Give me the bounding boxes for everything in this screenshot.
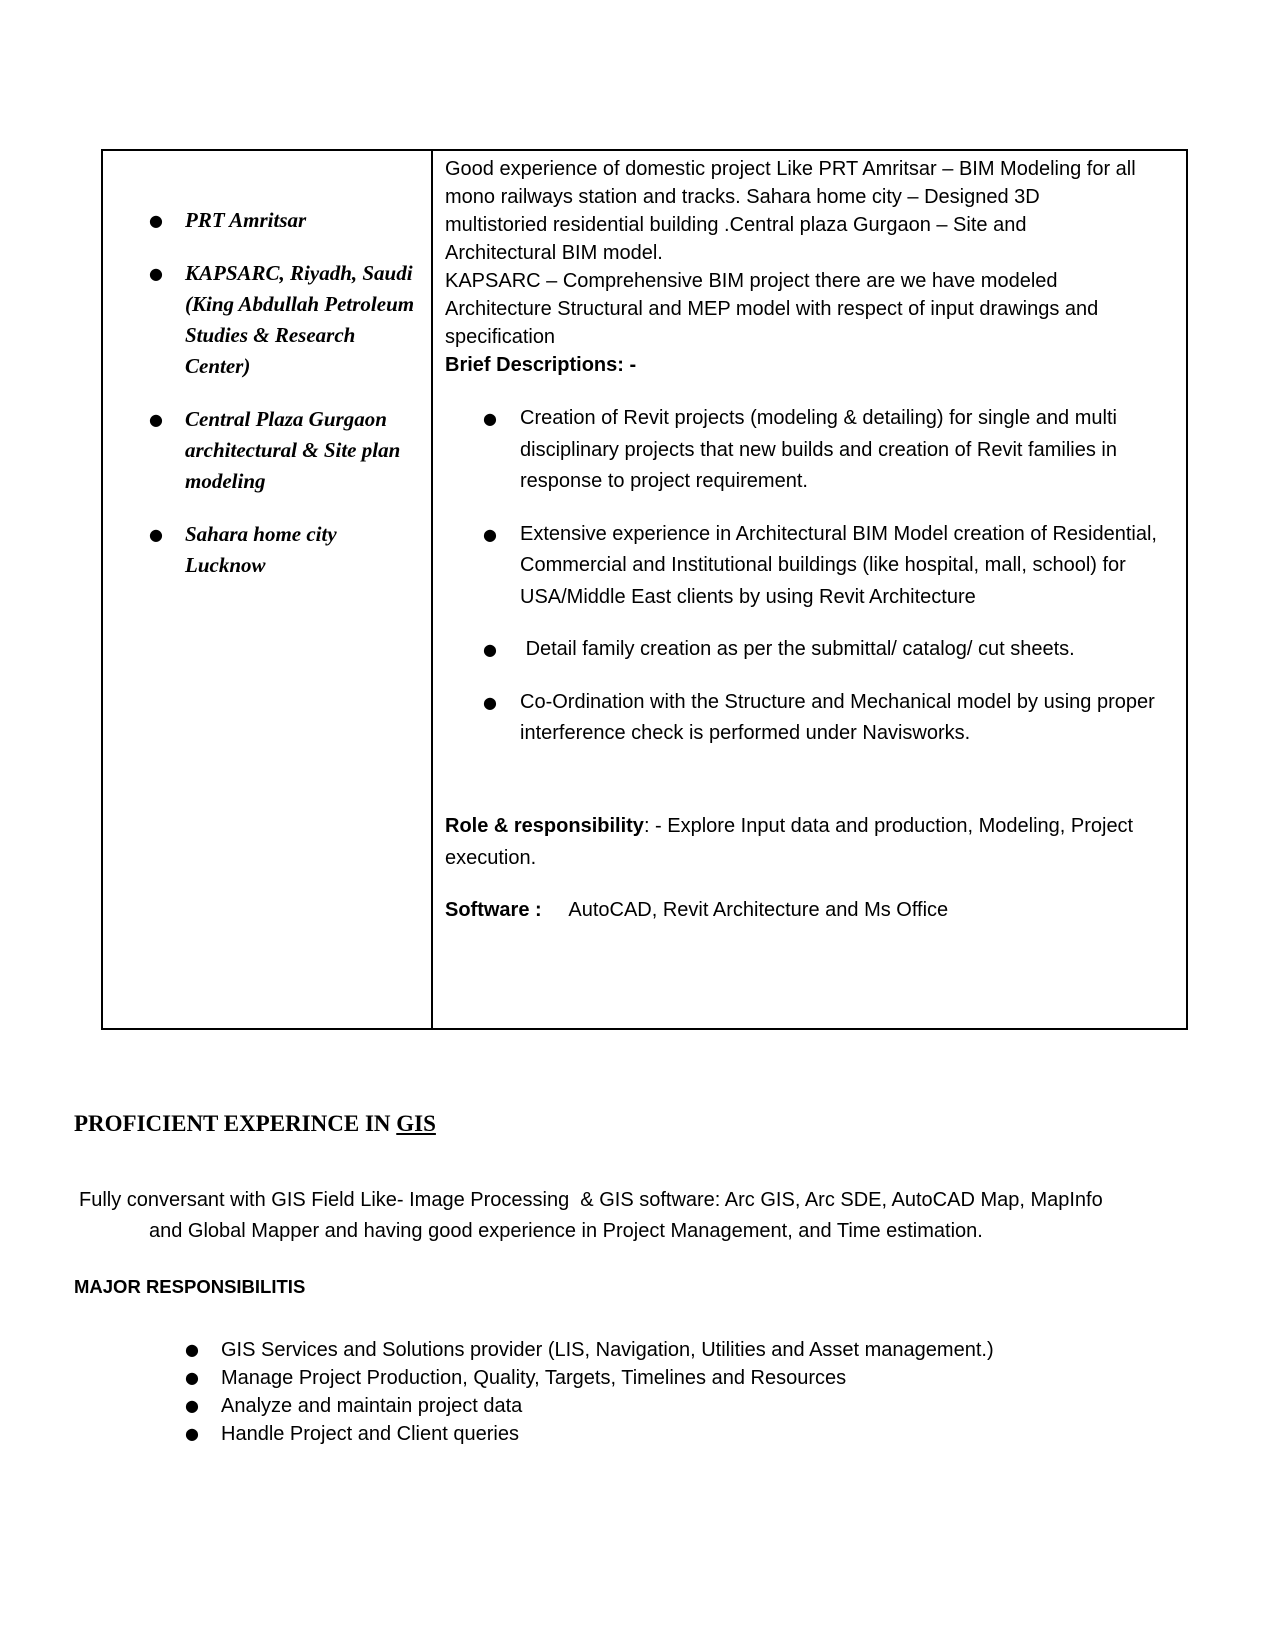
project-list xyxy=(149,205,419,603)
responsibility-item xyxy=(445,634,1174,666)
intro-line: KAPSARC – Comprehensive BIM project there are we have modeled xyxy=(445,270,1058,292)
major-responsibilities-heading: MAJOR RESPONSIBILITIS xyxy=(74,1276,306,1297)
bullet-icon: ● xyxy=(185,1424,199,1443)
gis-heading-text: PROFICIENT EXPERINCE IN xyxy=(74,1111,397,1136)
projects-column xyxy=(103,151,433,1028)
responsibility-item xyxy=(445,687,1174,750)
project-name: KAPSARC, Riyadh, Saudi (King Abdullah Petroleum Studies & Research Center) xyxy=(185,261,415,378)
responsibility-item xyxy=(445,403,1174,498)
gis-section-heading xyxy=(74,1111,436,1137)
bullet-icon: ● xyxy=(149,525,163,544)
bullet-icon: ● xyxy=(149,410,163,429)
software-label: Software : xyxy=(445,899,542,921)
brief-descriptions-label: Brief Descriptions: - xyxy=(445,354,637,376)
role-responsibility xyxy=(445,811,1175,874)
responsibility-text: Detail family creation as per the submittal/ catalog/ cut sheets. xyxy=(520,638,1075,660)
gis-heading-underlined: GIS xyxy=(396,1111,436,1136)
software-text: AutoCAD, Revit Architecture and Ms Office xyxy=(568,899,949,921)
major-item-text: Handle Project and Client queries xyxy=(221,1423,519,1445)
major-item xyxy=(185,1420,1085,1448)
intro-line: Good experience of domestic project Like PRT Amritsar – BIM Modeling for all xyxy=(445,158,1136,180)
major-item xyxy=(185,1336,1085,1364)
project-item xyxy=(149,519,419,581)
software-line xyxy=(445,895,948,927)
major-item-text: Manage Project Production, Quality, Targets, Timelines and Resources xyxy=(221,1367,847,1389)
bullet-icon: ● xyxy=(483,524,497,544)
intro-line: multistoried residential building .Central plaza Gurgaon – Site and xyxy=(445,214,1027,236)
project-name: Central Plaza Gurgaon architectural & Site plan modeling xyxy=(185,407,401,493)
responsibility-list xyxy=(445,403,1174,750)
gis-summary xyxy=(79,1185,1139,1247)
responsibility-text: Creation of Revit projects (modeling & detailing) for single and multi disciplinary projects that new builds and creation of Revit families in response to project requirement. xyxy=(520,407,1117,492)
role-label: Role & responsibility xyxy=(445,815,644,837)
gis-summary-line: and Global Mapper and having good experience in Project Management, and Time estimation. xyxy=(149,1220,983,1242)
bullet-icon: ● xyxy=(185,1340,199,1359)
project-item xyxy=(149,258,419,382)
major-item-text: Analyze and maintain project data xyxy=(221,1395,523,1417)
project-item xyxy=(149,205,419,236)
project-name: Sahara home city Lucknow xyxy=(185,522,337,577)
intro-line: mono railways station and tracks. Sahara home city – Designed 3D xyxy=(445,186,1040,208)
description-column xyxy=(433,151,1186,1028)
intro-line: specification xyxy=(445,326,556,348)
bullet-icon: ● xyxy=(149,264,163,283)
intro-line: Architectural BIM model. xyxy=(445,242,663,264)
major-item xyxy=(185,1364,1085,1392)
bullet-icon: ● xyxy=(185,1368,199,1387)
responsibility-text: Co-Ordination with the Structure and Mechanical model by using proper interference check is performed under Navisworks. xyxy=(520,690,1155,744)
project-item xyxy=(149,404,419,497)
project-intro xyxy=(445,155,1174,379)
intro-line: Architecture Structural and MEP model with respect of input drawings and xyxy=(445,298,1099,320)
bullet-icon: ● xyxy=(185,1396,199,1415)
bullet-icon: ● xyxy=(483,640,497,659)
bullet-icon: ● xyxy=(483,692,497,712)
experience-table xyxy=(101,149,1188,1030)
gis-summary-line: Fully conversant with GIS Field Like- Image Processing & GIS software: Arc GIS, Arc SDE, AutoCAD Map, MapInfo xyxy=(79,1189,1103,1211)
bullet-icon: ● xyxy=(149,211,163,230)
project-name: PRT Amritsar xyxy=(185,208,307,232)
responsibility-item xyxy=(445,519,1174,614)
major-item-text: GIS Services and Solutions provider (LIS, Navigation, Utilities and Asset management.) xyxy=(221,1339,994,1361)
major-item xyxy=(185,1392,1085,1420)
role-text: : - Explore Input data and production, Modeling, Project execution. xyxy=(445,815,1134,869)
bullet-icon: ● xyxy=(483,409,497,428)
responsibility-text: Extensive experience in Architectural BIM Model creation of Residential, Commercial and Institutional buildings (like hospital, mall, school) for USA/Middle East clients by using Revit Architecture xyxy=(520,522,1157,608)
major-responsibilities-list xyxy=(185,1336,1085,1448)
